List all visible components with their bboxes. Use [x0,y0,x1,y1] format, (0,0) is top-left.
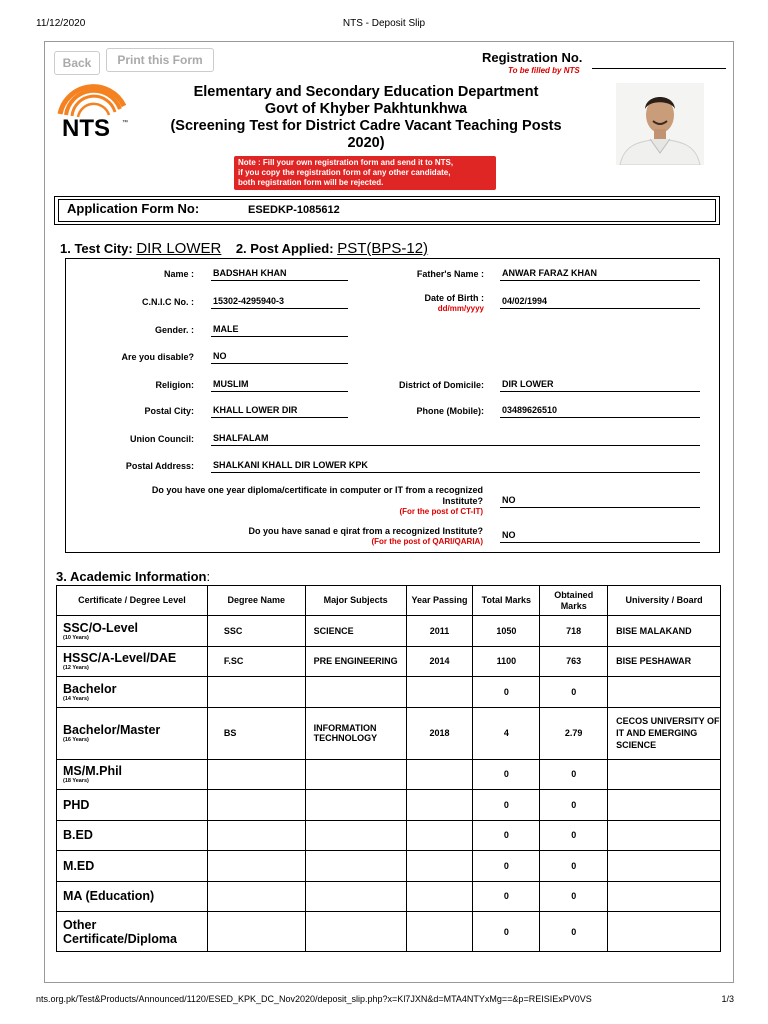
cnic-value: 15302-4295940-3 [211,296,348,309]
gender-value: MALE [211,324,348,337]
phone-label: Phone (Mobile): [416,406,484,416]
post-applied-value: PST(BPS-12) [337,240,429,257]
diploma-note: (For the post of CT-IT) [399,507,483,516]
dob-format: dd/mm/yyyy [437,304,484,313]
note-line-1: Note : Fill your own registration form and send it to NTS, [238,158,454,167]
page-heading [148,84,584,152]
religion-label: Religion: [155,380,194,390]
postal-address-label: Postal Address: [125,461,194,471]
union-council-label: Union Council: [130,434,194,444]
disable-value: NO [211,351,348,364]
sanad-note: (For the post of QARI/QARIA) [371,537,483,546]
sanad-question: Do you have sanad e qirat from a recognized Institute? [248,526,483,536]
union-council-value: SHALFALAM [211,433,700,446]
logo-text: NTS [62,115,110,142]
warning-note [234,156,496,190]
diploma-question-1: Do you have one year diploma/certificate in computer or IT from a recognized [151,485,483,495]
registration-line [592,68,726,69]
sanad-value: NO [500,530,700,543]
gender-label: Gender. : [154,325,194,335]
registration-label: Registration No. [482,50,583,65]
heading-line-3: (Screening Test for District Cadre Vacant Teaching Posts [170,118,562,134]
header-degree-name: Degree Name [207,586,305,616]
header-obtained-marks: Obtained Marks [540,586,608,616]
header-year-passing: Year Passing [406,586,473,616]
academic-table [56,585,721,952]
header-major-subjects: Major Subjects [305,586,406,616]
note-line-2: if you copy the registration form of any other candidate, [238,168,451,177]
postal-address-value: SHALKANI KHALL DIR LOWER KPK [211,460,700,473]
dob-value: 04/02/1994 [500,296,700,309]
application-number: ESEDKP-1085612 [248,204,340,216]
post-applied-label: 2. Post Applied: [235,241,334,256]
registration-note: To be filled by NTS [508,66,580,75]
diploma-question-2: Institute? [442,496,483,506]
table-row: B.ED 0 0 [57,820,721,851]
cnic-label: C.N.I.C No. : [142,297,194,307]
heading-line-2: Govt of Khyber Pakhtunkhwa [264,101,468,117]
note-line-3: both registration form will be rejected. [238,178,384,187]
domicile-label: District of Domicile: [398,380,484,390]
print-url: nts.org.pk/Test&Products/Announced/1120/ESED_KPK_DC_Nov2020/deposit_slip.php?x=Kl7JXN&d=MTA4NTYxMg==&p=REISIExPV0VS [36,994,592,1004]
postal-city-label: Postal City: [144,406,194,416]
table-row: HSSC/A-Level/DAE (12 Years) F.SC PRE ENGINEERING 2014 1100 763 BISE PESHAWAR [57,646,721,677]
father-name-value: ANWAR FARAZ KHAN [500,268,700,281]
father-name-label: Father's Name : [416,269,484,279]
heading-line-4: 2020) [347,135,385,151]
phone-value: 03489626510 [500,405,700,418]
back-button[interactable]: Back [54,51,100,75]
table-row: Bachelor/Master (16 Years) BS INFORMATION TECHNOLOGY 2018 4 2.79 CECOS UNIVERSITY OF IT AND EMERGING SCIENCE [57,707,721,759]
test-city-value: DIR LOWER [136,240,222,257]
print-date: 11/12/2020 [36,18,86,29]
print-button[interactable]: Print this Form [106,48,214,72]
table-row: SSC/O-Level (10 Years) SSC SCIENCE 2011 1050 718 BISE MALAKAND [57,616,721,647]
print-title: NTS - Deposit Slip [342,18,426,29]
nts-logo [54,84,140,144]
header-certificate: Certificate / Degree Level [57,586,208,616]
candidate-photo [616,83,704,165]
svg-text:™: ™ [122,120,128,126]
test-line [60,240,428,257]
domicile-value: DIR LOWER [500,379,700,392]
diploma-value: NO [500,495,700,508]
academic-header-row [57,586,721,616]
table-row: Bachelor (14 Years) 0 0 [57,677,721,708]
postal-city-value: KHALL LOWER DIR [211,405,348,418]
name-value: BADSHAH KHAN [211,268,348,281]
page-number: 1/3 [721,994,734,1004]
header-total-marks: Total Marks [473,586,540,616]
table-row: Other Certificate/Diploma 0 0 [57,912,721,952]
table-row: M.ED 0 0 [57,851,721,882]
application-label: Application Form No: [67,201,200,216]
header-university: University / Board [608,586,721,616]
table-row: MA (Education) 0 0 [57,881,721,912]
table-row: PHD 0 0 [57,790,721,821]
academic-title: 3. Academic Information: [56,569,211,584]
heading-line-1: Elementary and Secondary Education Department [193,84,539,100]
religion-value: MUSLIM [211,379,348,392]
test-city-label: 1. Test City: [60,241,133,256]
disable-label: Are you disable? [121,352,194,362]
table-row: MS/M.Phil (18 Years) 0 0 [57,759,721,790]
dob-label: Date of Birth : [424,293,484,303]
name-label: Name : [163,269,194,279]
